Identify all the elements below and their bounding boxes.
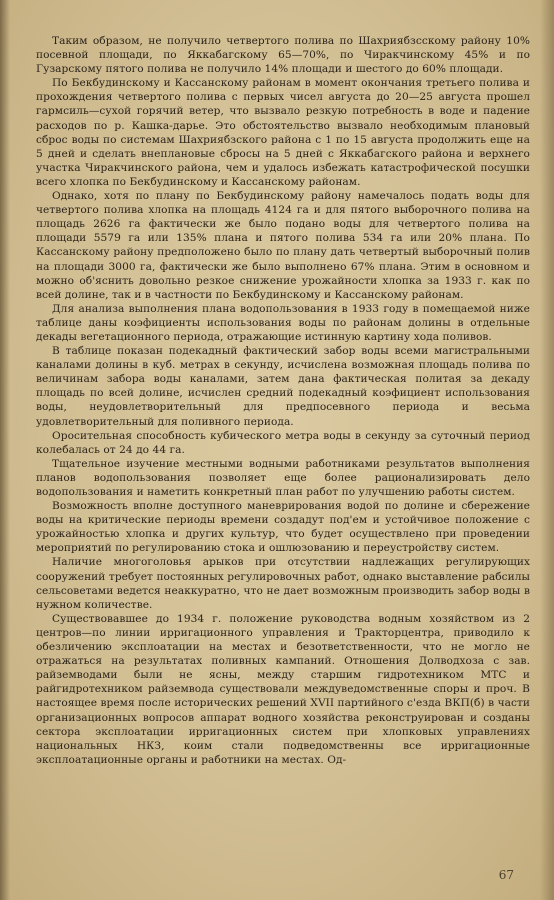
paragraph-10: Существовавшее до 1934 г. положение руководства водным хозяйством из 2 центров—по линии ирригационного управления и Тракторцентра, приводило к обезличению эксплоатации на местах и безответственности, что не могло не отражаться на результатах поливных кампаний. Отношения Долводхоза с зав. райземводами были не ясны, между старшим гидротехником МТС и райгидротехником райземвода существовали междуведомственные споры и проч. В настоящее время после исторических решений XVII партийного с'езда ВКП(б) в части организационных вопросов аппарат водного хозяйства реконструирован и созданы сектора эксплоатации ирригационных систем при хлопковых управлениях национальных НКЗ, коим стали подведомственны все ирригационные эксплоатационные органы и работники на местах. Од-: [36, 612, 530, 766]
paragraph-9: Наличие многоголовья арыков при отсутствии надлежащих регулирующих сооружений требует постоянных регулировочных работ, однако выставление рабсилы сельсоветами ведется неаккуратно, что не дает возможным производить забор воды в нужном количестве.: [36, 556, 530, 611]
paragraph-8: Возможность вполне доступного маневрирования водой по долине и сбережение воды на критические периоды времени создадут под'ем и устойчивое положение с урожайностью хлопка и других культур, что будет осуществлено при проведении мероприятий по регулированию стока и ошлюзованию и переустройству систем.: [36, 500, 530, 555]
paragraph-6: Оросительная способность кубического метра воды в секунду за суточный период колебалась от 24 до 44 га.: [36, 429, 530, 456]
paragraph-1: Таким образом, не получило четвертого полива по Шахриябзсскому району 10% посевной площади, по Яккабагскому 65—70%, по Чиракчинскому 45% и по Гузарскому пятого полива не получило 14% площади и шестого до 60% площади.: [36, 35, 530, 76]
body-text: [36, 34, 530, 767]
paragraph-2: По Бекбудинскому и Кассанскому районам в момент окончания третьего полива и прохождения четвертого полива с первых чисел августа до 20—25 августа прошел гармсиль—сухой горячий ветер, что вызвало резкую потребность в воде и падение расходов по р. Кашка-дарье. Это обстоятельство вызвало необходимым плановый сброс воды по системам Шахриябзского района с 1 по 15 августа продолжить еще на 5 дней и сделать внеплановые сбросы на 5 дней с Яккабагского района и верхнего участка Чиракчинского района, чем и удалось избежать катастрофической посушки всего хлопка по Бекбудинскому и Кассанскому районам.: [36, 77, 530, 188]
paragraph-3: Однако, хотя по плану по Бекбудинскому району намечалось подать воды для четвертого полива хлопка на площадь 4124 га и для пятого выборочного полива на площадь 2626 га фактически же было подано воды для четвертого полива на площади 5579 га или 135% плана и пятого полива 534 га или 20% плана. По Кассанскому району предположено было по плану дать четвертый выборочный полив на площади 3000 га, фактически же было выполнено 67% плана. Этим в основном и можно об'яснить довольно резкое снижение урожайности хлопка за 1933 г. как по всей долине, так и в частности по Бекбудинскому и Кассанскому районам.: [36, 190, 530, 301]
paragraph-5: В таблице показан подекадный фактический забор воды всеми магистральными каналами долины в куб. метрах в секунду, исчислена возможная площадь полива по величинам забора воды каналами, затем дана фактическая политая за декаду площадь по всей долине, исчислен средний подекадный коэфициент использования воды, неудовлетворительный для предпосевного периода и весьма удовлетворительный для поливного периода.: [36, 345, 530, 428]
paragraph-4: Для анализа выполнения плана водопользования в 1933 году в помещаемой ниже таблице даны коэфициенты использования воды по районам долины в отдельные декады вегетационного периода, отражающие истинную картину хода поливов.: [36, 302, 530, 343]
paragraph-7: Тщательное изучение местными водными работниками результатов выполнения планов водопользования позволяет еще более рационализировать дело водопользования и наметить конкретный план работ по улучшению работы систем.: [36, 457, 530, 498]
page-number: 67: [498, 868, 514, 882]
